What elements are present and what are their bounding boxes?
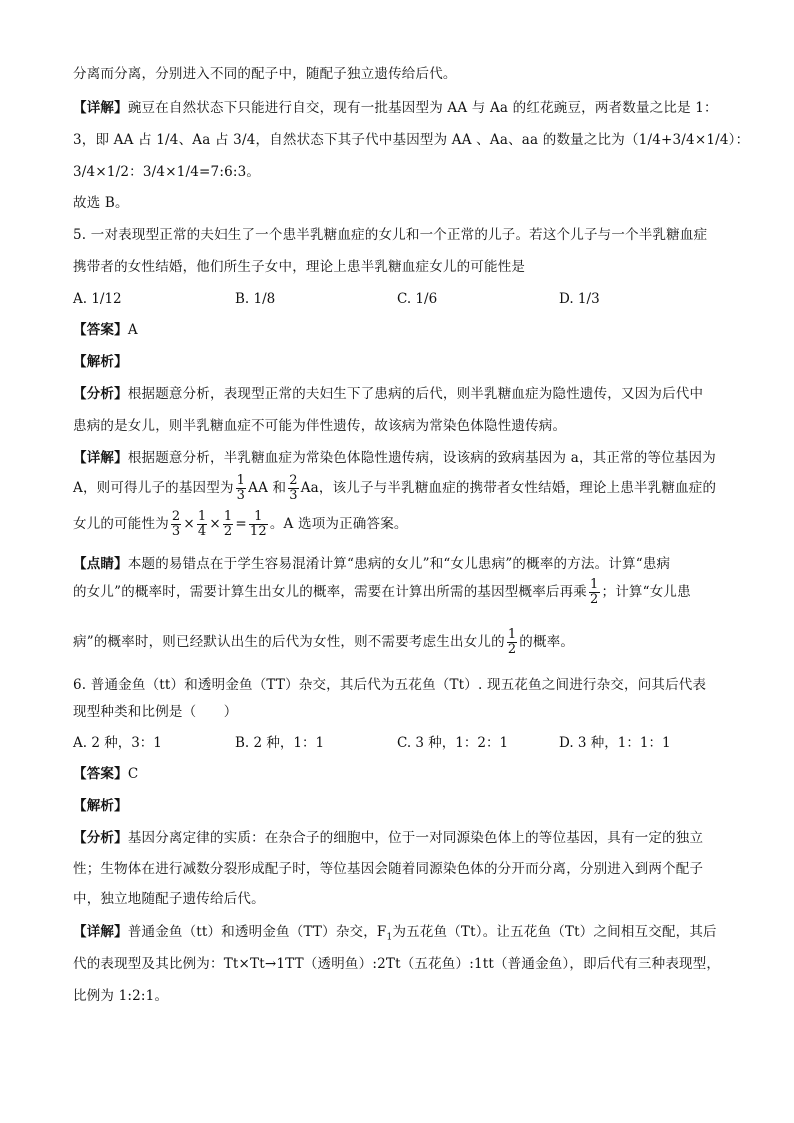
answer-tag: 【答案】 (73, 322, 128, 338)
q5-dianjing-line-3 (73, 628, 721, 657)
fraction-denominator: 3 (236, 488, 246, 503)
fenxi-tag: 【分析】 (73, 386, 128, 402)
q5-detail-text-3a: 女儿的可能性为 (73, 516, 169, 532)
q5-detail-line-2 (73, 474, 721, 503)
fraction-numerator: 2 (171, 509, 181, 524)
q5-detail-text-3b: 。A 选项为正确答案。 (269, 516, 408, 532)
paragraph-continuation: 分离而分离，分别进入不同的配子中，随配子独立遗传给后代。 (73, 66, 457, 82)
q5-fenxi-line-2: 患病的是女儿，则半乳糖血症不可能为伴性遗传，故该病为常染色体隐性遗传病。 (73, 418, 567, 434)
times-sign: × (209, 516, 221, 532)
fraction-one-fourth (197, 510, 207, 539)
q5-stem-line-1: 5. 一对表现型正常的夫妇生了一个患半乳糖血症的女儿和一个正常的儿子。若这个儿子与一个半乳糖血症 (73, 227, 708, 243)
q6-detail-text-1a: 普通金鱼（tt）和透明金鱼（TT）杂交，F (127, 924, 387, 940)
fraction-numerator: 1 (507, 627, 517, 642)
answer-value: C (127, 766, 139, 782)
detail-tag: 【详解】 (73, 100, 128, 116)
q5-analysis-tag: 【解析】 (73, 354, 128, 370)
q5-fenxi-line-1 (73, 384, 721, 404)
q6-detail-line-1 (73, 922, 721, 948)
q5-dianjing-text-2a: 的女儿”的概率时，需要计算生出女儿的概率，需要在计算出所需的基因型概率后再乘 (73, 584, 588, 600)
q4-conclusion: 故选 B。 (73, 195, 129, 211)
q5-fenxi-text-1: 根据题意分析，表现型正常的夫妇生下了患病的后代，则半乳糖血症为隐性遗传，又因为后代中 (127, 386, 704, 402)
q5-detail-text-1: 根据题意分析，半乳糖血症为常染色体隐性遗传病，设该病的致病基因为 a，其正常的等位基因为 (127, 450, 716, 466)
q5-option-d: D. 1/3 (559, 291, 600, 307)
q5-option-c: C. 1/6 (397, 291, 438, 307)
q5-dianjing-line-2 (73, 578, 721, 607)
fraction-numerator: 2 (289, 473, 298, 488)
q6-answer (73, 764, 721, 784)
q5-detail-line-3 (73, 510, 721, 539)
q6-stem-line-1: 6. 普通金鱼（tt）和透明金鱼（TT）杂交，其后代为五花鱼（Tt）. 现五花鱼之间进行杂交，问其后代表 (73, 677, 707, 693)
q5-answer (73, 320, 721, 340)
fraction-numerator: 1 (590, 577, 599, 592)
detail-tag: 【详解】 (73, 450, 128, 466)
q6-option-a: A. 2 种，3：1 (73, 735, 162, 751)
fraction-denominator: 12 (249, 524, 267, 539)
fraction-numerator: 1 (197, 509, 207, 524)
q4-detail-line-1 (73, 98, 721, 118)
fraction-two-thirds (288, 474, 298, 503)
q5-stem-line-2: 携带者的女性结婚，他们所生子女中，理论上患半乳糖血症女儿的可能性是 (73, 259, 526, 275)
q5-detail-line-1 (73, 448, 721, 468)
q5-detail-text-2a: A，则可得儿子的基因型为 (73, 480, 234, 496)
q6-fenxi-line-1 (73, 828, 721, 848)
q5-dianjing-line-1 (73, 554, 721, 574)
q4-detail-text-1: 豌豆在自然状态下只能进行自交，现有一批基因型为 AA 与 Aa 的红花豌豆，两者数量之比是 1： (127, 100, 718, 116)
fraction-two-thirds (171, 510, 181, 539)
q6-detail-text-1b: 为五花鱼（Tt）。让五花鱼（Tt）之间相互交配，其后 (392, 924, 717, 940)
fraction-one-half (223, 510, 233, 539)
fraction-denominator: 2 (590, 592, 599, 607)
equals-sign: = (235, 516, 247, 532)
fraction-denominator: 2 (507, 642, 517, 657)
q5-detail-text-2c: Aa，该儿子与半乳糖血症的携带者女性结婚，理论上患半乳糖血症的 (300, 480, 717, 496)
q5-dianjing-text-3b: 的概率。 (519, 634, 575, 650)
q6-option-c: C. 3 种，1：2：1 (397, 735, 509, 751)
fenxi-tag: 【分析】 (73, 830, 128, 846)
q6-stem-line-2: 现型种类和比例是（ ） (73, 704, 238, 720)
fraction-denominator: 3 (289, 488, 298, 503)
fraction-one-half (589, 578, 599, 607)
q4-detail-line-2: 3，即 AA 占 1/4、Aa 占 3/4，自然状态下其子代中基因型为 AA 、Aa、aa 的数量之比为（1/4+3/4×1/4）： (73, 132, 750, 148)
fraction-numerator: 1 (223, 509, 233, 524)
q6-fenxi-line-2: 性；生物体在进行减数分裂形成配子时，等位基因会随着同源染色体的分开而分离，分别进入到两个配子 (73, 861, 704, 877)
answer-tag: 【答案】 (73, 766, 128, 782)
q5-option-a: A. 1/12 (73, 291, 122, 307)
q6-fenxi-text-1: 基因分离定律的实质：在杂合子的细胞中，位于一对同源染色体上的等位基因，具有一定的独立 (127, 830, 704, 846)
fraction-one-half (507, 628, 517, 657)
q6-analysis-tag: 【解析】 (73, 798, 128, 814)
fraction-numerator: 1 (236, 473, 246, 488)
q5-detail-text-2b: AA 和 (248, 480, 287, 496)
fraction-one-third (236, 474, 246, 503)
fraction-one-twelfth (249, 510, 268, 539)
q5-dianjing-text-2b: ；计算“女儿患 (601, 584, 691, 600)
q5-dianjing-text-3a: 病”的概率时，则已经默认出生的后代为女性，则不需要考虑生出女儿的 (73, 634, 505, 650)
q6-option-b: B. 2 种，1：1 (235, 735, 325, 751)
q5-option-b: B. 1/8 (235, 291, 276, 307)
q5-dianjing-text-1: 本题的易错点在于学生容易混淆计算“患病的女儿”和“女儿患病”的概率的方法。计算“患病 (127, 556, 671, 572)
q6-option-d: D. 3 种，1：1：1 (559, 735, 671, 751)
fraction-numerator: 1 (249, 510, 268, 525)
detail-tag: 【详解】 (73, 924, 128, 940)
q6-detail-line-2: 代的表现型及其比例为：Tt×Tt→1TT（透明鱼）:2Tt（五花鱼）:1tt（普通金鱼），即后代有三种表现型， (73, 956, 721, 972)
fraction-denominator: 4 (197, 524, 207, 539)
times-sign: × (183, 516, 195, 532)
answer-value: A (127, 322, 138, 338)
fraction-denominator: 3 (171, 524, 181, 539)
q4-detail-line-3: 3/4×1/2：3/4×1/4=7:6:3。 (73, 164, 261, 180)
q6-detail-line-3: 比例为 1:2:1。 (73, 988, 169, 1004)
fraction-denominator: 2 (223, 524, 233, 539)
dianjing-tag: 【点睛】 (73, 556, 128, 572)
subscript-1: 1 (386, 932, 393, 943)
q6-fenxi-line-3: 中，独立地随配子遗传给后代。 (73, 891, 265, 907)
